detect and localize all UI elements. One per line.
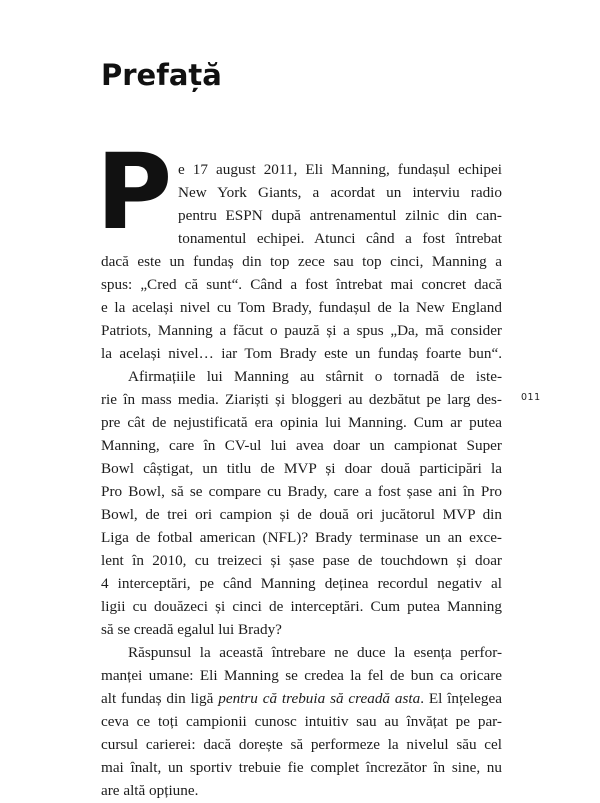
text-line: rie în mass media. Ziariști și bloggeri au dezbătut pe larg des- [101,391,502,408]
text-span: . El înțelegea [420,690,502,707]
text-line: pre cât de nejustificată era opinia lui Manning. Cum ar putea [101,414,502,431]
text-line: lent în 2010, cu treizeci și șase pase de touchdown și doar [101,552,502,569]
text-line: Patriots, Manning a făcut o pauză și a spus „Da, mă consider [101,322,502,339]
text-line: tonamentul echipei. Atunci când a fost întrebat [178,230,502,247]
chapter-title: Prefață [101,58,222,92]
text-line: Răspunsul la această întrebare ne duce la esența perfor- [128,644,502,661]
text-line: cursul carierei: dacă dorește să performeze la nivelul său cel [101,736,502,753]
text-line: la același nivel… iar Tom Brady este un fundaș foarte bun“. [101,345,502,362]
text-line: pentru ESPN după antrenamentul zilnic din can- [178,207,502,224]
text-line: New York Giants, a acordat un interviu radio [178,184,502,201]
text-line: manței umane: Eli Manning se credea la fel de bun ca oricare [101,667,502,684]
text-line: dacă este un fundaș din top zece sau top cinci, Manning a [101,253,502,270]
text-line: mai înalt, un sportiv trebuie fie complet încrezător în sine, nu [101,759,502,776]
text-line: are altă opțiune. [101,782,199,799]
drop-cap: P [96,131,173,253]
text-line: e la același nivel cu Tom Brady, fundașul de la New England [101,299,502,316]
text-line: să se creadă egalul lui Brady? [101,621,282,638]
text-line: spus: „Cred că sunt“. Când a fost întrebat mai concret dacă [101,276,502,293]
text-line [101,688,502,711]
text-line: Liga de fotbal american (NFL)? Brady terminase un an exce- [101,529,502,546]
text-line: Manning, care în CV-ul lui avea doar un campionat Super [101,437,502,454]
emphasized-text: pentru că trebuia să creadă asta [218,690,421,707]
text-line: Bowl, de trei ori campion și de două ori jucătorul MVP din [101,506,502,523]
text-span: alt fundaș din ligă [101,690,219,707]
text-line: Afirmațiile lui Manning au stârnit o tornadă de iste- [128,368,502,385]
text-line: 4 interceptări, pe când Manning deținea recordul negativ al [101,575,502,592]
text-line: Bowl câștigat, un titlu de MVP și doar două participări la [101,460,502,477]
text-line: Pro Bowl, să se compare cu Brady, care a fost șase ani în Pro [101,483,502,500]
text-line: ceva ce toți campionii cunosc intuitiv sau au învățat pe par- [101,713,502,730]
text-line: ligii cu douăzeci și cinci de interceptări. Cum putea Manning [101,598,502,615]
text-line: e 17 august 2011, Eli Manning, fundașul echipei [178,161,502,178]
page-number: 011 [521,392,541,403]
